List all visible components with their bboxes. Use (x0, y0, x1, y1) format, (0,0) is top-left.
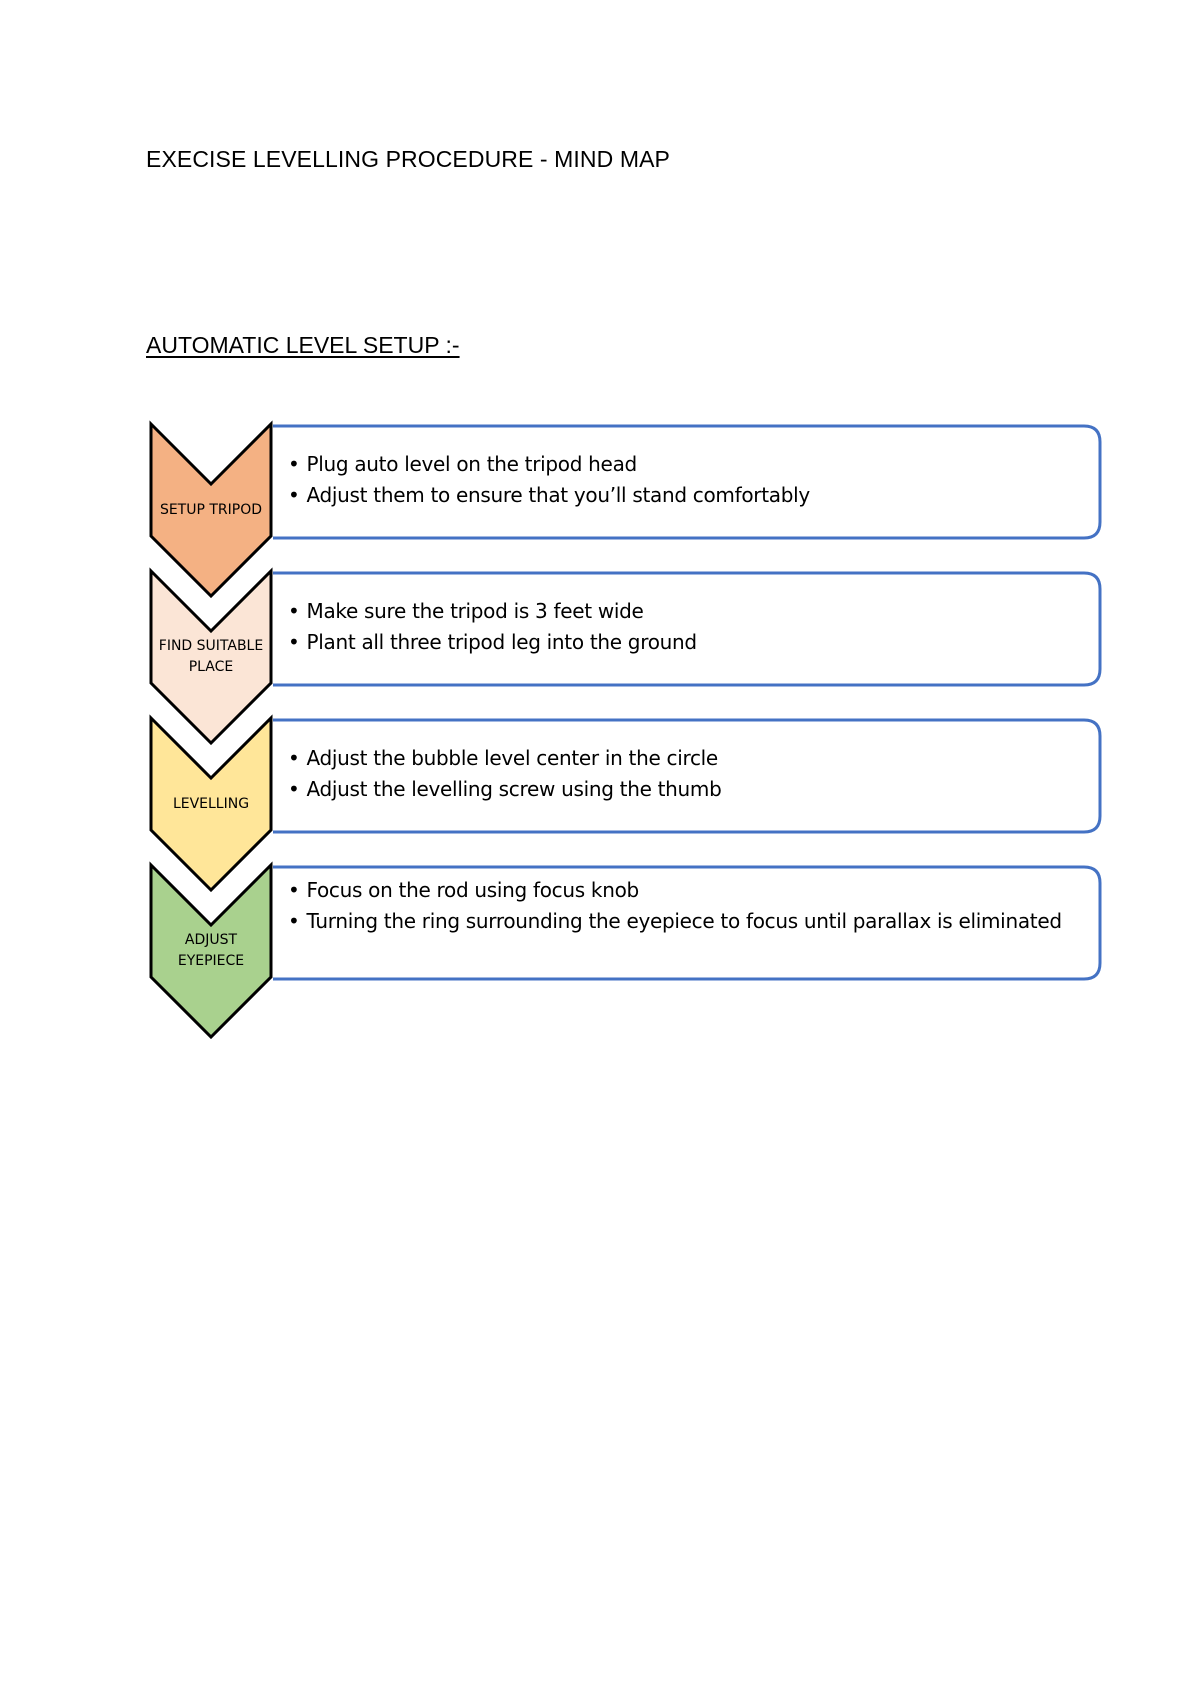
step-4-bullet-2: • Turning the ring surrounding the eyepiece to focus until parallax is eliminated (288, 906, 1099, 937)
step-4-label: ADJUST EYEPIECE (177, 932, 245, 969)
step-1-details (273, 426, 1099, 538)
step-3-details (273, 720, 1099, 832)
step-1-bullet-list (273, 449, 1099, 511)
step-3-bullet-list (273, 743, 1099, 805)
step-2-bullet-1: • Make sure the tripod is 3 feet wide (288, 596, 1099, 627)
step-4-bullet-1: • Focus on the rod using focus knob (288, 875, 1099, 906)
step-1-label: SETUP TRIPOD (159, 502, 263, 518)
step-2-bullet-2: • Plant all three tripod leg into the ground (288, 627, 1099, 658)
step-1-bullet-1: • Plug auto level on the tripod head (288, 449, 1099, 480)
step-2-bullet-list (273, 596, 1099, 658)
step-2-label: FIND SUITABLE PLACE (158, 638, 264, 675)
step-2-details (273, 573, 1099, 685)
document-title: EXECISE LEVELLING PROCEDURE - MIND MAP (146, 146, 670, 172)
step-4-details (273, 867, 1099, 979)
section-heading: AUTOMATIC LEVEL SETUP :- (146, 332, 460, 358)
step-3-bullet-2: • Adjust the levelling screw using the thumb (288, 774, 1099, 805)
step-3-label: LEVELLING (172, 796, 250, 812)
step-1-bullet-2: • Adjust them to ensure that you’ll stand comfortably (288, 480, 1099, 511)
step-4-bullet-list (273, 875, 1099, 937)
step-3-bullet-1: • Adjust the bubble level center in the circle (288, 743, 1099, 774)
